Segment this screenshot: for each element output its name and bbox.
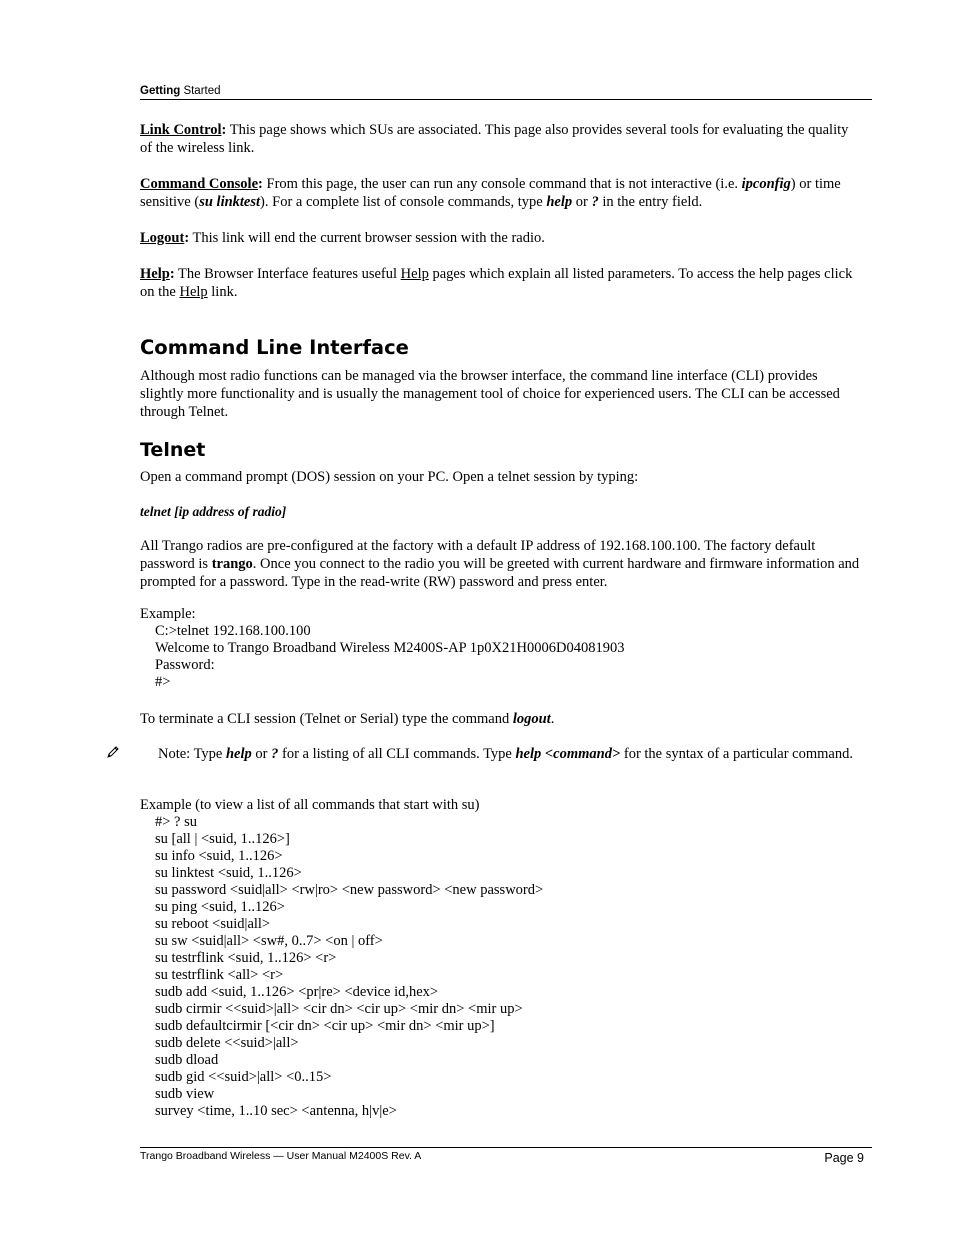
example-line: Password: [155,657,215,673]
command-line: su reboot <suid|all> [155,916,271,932]
command-line: survey <time, 1..10 sec> <antenna, h|v|e> [155,1103,397,1119]
example-label: Example (to view a list of all commands that start with su) [140,797,480,813]
example-line: #> [155,674,171,690]
note-help-command: help <command> [515,746,621,762]
footer-text: Trango Broadband Wireless — User Manual M2400S Rev. A [140,1150,422,1162]
example-label: Example: [140,606,196,622]
command-console-text-3: ). For a complete list of console commands, type [260,194,547,210]
command-line: sudb view [155,1086,215,1102]
note-help-term: help [225,746,252,762]
note-question-term: ? [271,746,279,762]
command-line: su [all | <suid, 1..126>] [155,831,290,847]
page-number [824,1150,864,1166]
command-line: su info <suid, 1..126> [155,848,283,864]
telnet-paragraph: Open a command prompt (DOS) session on your PC. Open a telnet session by typing: [140,469,639,485]
command-line: sudb add <suid, 1..126> <pr|re> <device id,hex> [155,984,439,1000]
defaults-paragraph [140,537,862,591]
terminate-text-1: To terminate a CLI session (Telnet or Serial) type the command [140,711,513,727]
note-text-1: Note: Type [158,746,226,762]
command-console-text-1: From this page, the user can run any console command that is not interactive (i.e. [262,176,742,192]
terminate-paragraph [140,710,862,728]
command-line: sudb delete <<suid>|all> [155,1035,299,1051]
command-line: #> ? su [155,814,198,830]
pencil-icon [140,745,158,763]
command-line: su sw <suid|all> <sw#, 0..7> <on | off> [155,933,383,949]
command-line: su testrflink <all> <r> [155,967,284,983]
command-console-item [140,175,862,211]
link-control-term: Link Control [140,122,222,138]
note-text-4: for the syntax of a particular command. [620,746,853,762]
command-line: su password <suid|all> <rw|ro> <new password> <new password> [155,882,544,898]
help-item-term: Help [140,266,170,282]
logout-command: logout [512,711,551,727]
link-control-item [140,121,862,157]
help-item-text-1: The Browser Interface features useful [174,266,401,282]
command-console-text-4: or [572,194,592,210]
question-term: ? [591,194,599,210]
logout-term: Logout [140,230,185,246]
command-line: su linktest <suid, 1..126> [155,865,302,881]
command-console-term: Command Console [140,176,259,192]
telnet-command [140,503,862,521]
command-console-colon: : [258,176,263,192]
example-line: Welcome to Trango Broadband Wireless M2400S-AP 1p0X21H0006D04081903 [155,640,625,656]
telnet-command-text: telnet [ip address of radio] [140,504,287,519]
command-line: su ping <suid, 1..126> [155,899,285,915]
command-console-text-5: in the entry field. [598,194,703,210]
linktest-term: su linktest [199,194,261,210]
defaults-text-1: All Trango radios are pre-configured at the factory with a default IP address of 192.168.100.100. The factory default password is [140,538,816,572]
running-header [140,84,872,100]
default-password: trango [211,556,253,572]
help-item [140,265,862,301]
note-text-3: for a listing of all CLI commands. Type [278,746,516,762]
page-label: Page [824,1151,858,1165]
page-num: 9 [857,1151,864,1165]
telnet-heading: Telnet [140,439,206,461]
example-telnet [140,606,862,691]
ipconfig-term: ipconfig [741,176,791,192]
command-line: sudb gid <<suid>|all> <0..15> [155,1069,332,1085]
logout-item [140,229,862,247]
command-line: sudb cirmir <<suid>|all> <cir dn> <cir up> <mir dn> <mir up> [155,1001,523,1017]
link-control-colon: : [221,122,227,138]
command-console-text-2: ) or time sensitive ( [140,176,841,210]
help-term: help [546,194,573,210]
terminate-text-2: . [550,711,555,727]
command-line: su testrflink <suid, 1..126> <r> [155,950,337,966]
example-su-commands [140,797,862,1120]
command-line: sudb defaultcirmir [<cir dn> <cir up> <mir dn> <mir up>] [155,1018,495,1034]
help-item-colon: : [169,266,175,282]
command-line: sudb dload [155,1052,219,1068]
note-paragraph [140,745,862,763]
logout-text: This link will end the current browser session with the radio. [189,230,545,246]
defaults-text-2: . Once you connect to the radio you will be greeted with current hardware and firmware information and prompted for a password. Type in the read-write (RW) password and press enter. [140,556,860,590]
help-item-text-2: pages which explain all listed parameters. To access the help pages click on the [140,266,853,300]
help-link-1[interactable]: Help [400,266,429,282]
logout-colon: : [184,230,190,246]
link-control-text: This page shows which SUs are associated. This page also provides several tools for evaluating the quality of the wireless link. [140,122,849,156]
note-text-2: or [251,746,272,762]
header-rest: Started [180,85,221,97]
help-link-2[interactable]: Help [179,284,208,300]
example-line: C:>telnet 192.168.100.100 [155,623,311,639]
header-bold: Getting [140,85,181,97]
page-footer [140,1147,872,1165]
help-item-text-3: link. [207,284,238,300]
cli-paragraph: Although most radio functions can be managed via the browser interface, the command line interface (CLI) provides slightly more functionality and is usually the management tool of choice for experienced users. The CLI can be accessed through Telnet. [140,368,840,420]
cli-heading: Command Line Interface [140,336,409,359]
